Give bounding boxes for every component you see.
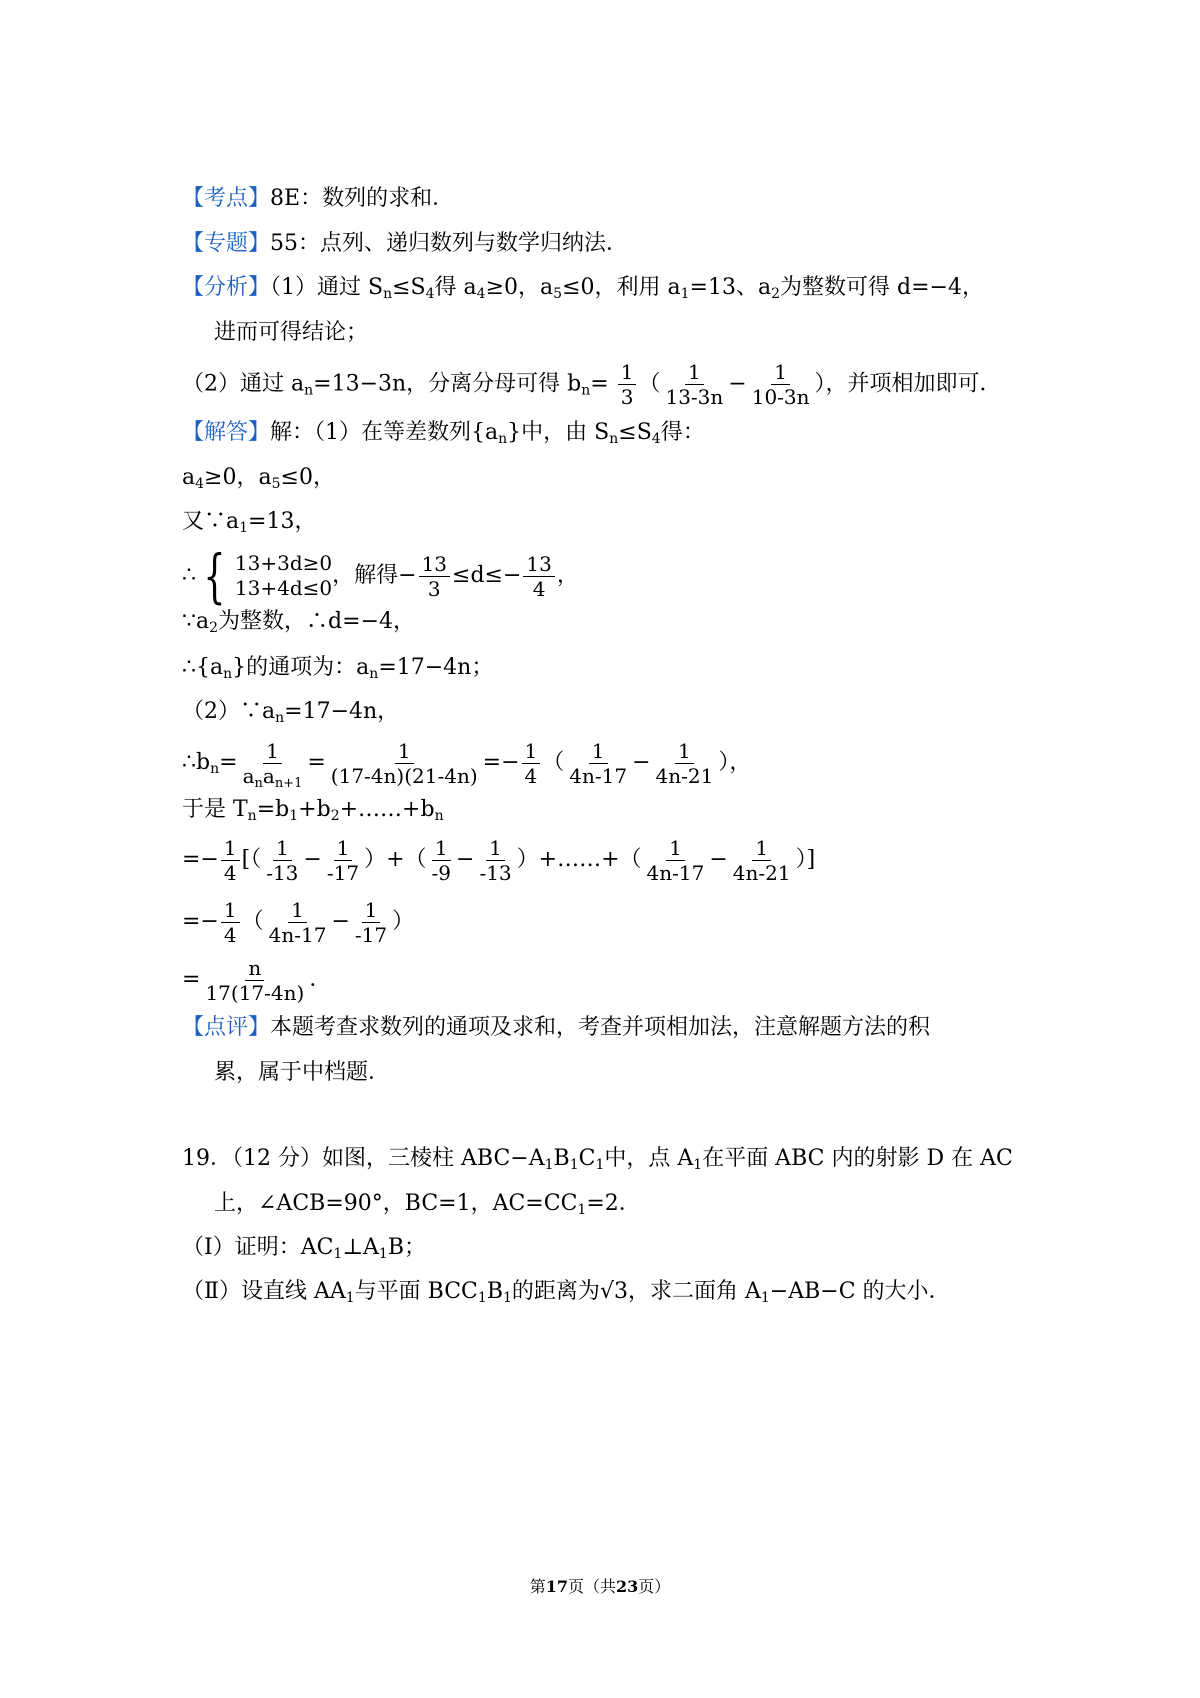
numerator: 1 [771,362,790,385]
text: B [486,1279,503,1304]
fraction [618,362,637,407]
text: 得 a [434,275,477,300]
text: 为整数，∴d=−4， [218,609,415,634]
text: a [242,763,255,788]
text: 的距离为 [511,1279,600,1304]
sub: n [498,431,508,447]
fraction [522,738,541,788]
numerator: 1 [273,838,292,861]
sqrt-3: √3 [599,1279,628,1304]
text: ≤0，利用 a [562,275,681,300]
denominator: (17-4n)(21-4n) [330,763,478,788]
kaodian-line [182,184,454,214]
sub: n [383,286,393,302]
kaodian-text: 8E：数列的求和． [270,186,455,211]
fraction [324,835,362,885]
numerator: 1 [288,900,307,923]
text: ． [309,967,332,992]
fraction [749,362,813,407]
text: =13、a [689,275,772,300]
text: 页（共 [567,1577,616,1596]
q19-line-1 [182,1144,1013,1174]
text: （ [241,909,264,934]
numerator: 1 [522,741,541,764]
jieda-line-7 [182,697,399,727]
denominator: -13 [266,860,299,885]
sub: 1 [760,1290,770,1306]
text: a [262,763,275,788]
text: ）+……+（ [516,847,642,872]
sub: n [275,710,285,726]
text: 在平面 ABC 内的射影 D 在 AC [702,1146,1013,1171]
denominator: 3 [427,576,441,601]
numerator: 1 [618,362,637,385]
numerator: 1 [263,741,282,764]
fraction [644,835,708,885]
sub: 1 [333,1246,343,1262]
numerator: 1 [221,838,240,861]
text: = [307,750,326,775]
sub: 5 [553,286,563,302]
denominator: 4 [532,576,546,601]
denominator [240,763,306,791]
text: =13， [248,509,317,534]
numerator: 1 [675,741,694,764]
current-page-number: 17 [545,1577,568,1596]
text: ∴b [182,750,211,775]
numerator: 1 [395,741,414,764]
text: 第 [529,1577,546,1596]
text: 又∵a [182,509,240,534]
fenxi-line-2 [214,318,368,348]
text: 为整数可得 d=−4， [780,275,984,300]
fraction [328,738,481,788]
fraction [523,551,554,601]
sub: 1 [544,1157,554,1173]
numerator: 1 [362,900,381,923]
jieda-line-5 [182,607,415,637]
text: 本题考查求数列的通项及求和，考查并项相加法，注意解题方法的积 [270,1015,931,1040]
denominator: 4 [223,860,237,885]
text: B； [387,1235,427,1260]
text: a [182,465,196,490]
text: =− [182,909,219,934]
numerator: 13 [419,554,450,577]
text: 累，属于中档题． [214,1060,391,1085]
text: （2）∵a [182,699,276,724]
dianping-line-1 [182,1013,930,1043]
jieda-line-8 [182,738,752,791]
denominator: -17 [326,860,360,885]
text: =b [256,797,290,822]
denominator: -17 [354,922,388,947]
minus: − [728,371,747,397]
numerator: 1 [221,900,240,923]
numerator: 1 [589,741,608,764]
sub: n [223,666,233,682]
text: 中，点 A [604,1146,694,1171]
jieda-line-4 [182,542,579,610]
jieda-line-3 [182,507,316,537]
fraction [263,835,301,885]
text: ≥0，a [485,275,554,300]
text: （Ⅱ）设直线 AA [182,1279,346,1304]
sub: n [254,775,263,791]
jieda-line-11 [182,897,414,947]
fraction [730,835,794,885]
text: = [219,750,238,775]
numerator: 1 [432,838,451,861]
fraction [240,738,306,791]
sub: n [247,808,257,824]
sub: 2 [771,286,781,302]
numerator: 1 [666,838,685,861]
fraction [476,835,514,885]
fenxi-tag: 【分析】 [182,275,271,300]
sub: n [210,761,220,777]
fraction [419,551,450,601]
denominator: 4n-21 [655,763,714,788]
jieda-line-12 [182,955,331,1005]
sub: 1 [239,520,249,536]
text: = [590,371,609,397]
text: B [553,1146,570,1171]
sub: n [434,808,444,824]
text: =13−3n，分离分母可得 b [313,371,582,397]
text: }的通项为：a [232,655,370,680]
minus: − [456,847,475,872]
sub: 5 [271,476,281,492]
text: }中，由 S [507,420,610,445]
sub: n+1 [274,775,303,791]
jieda-line-9 [182,795,444,825]
text: ） [392,909,415,934]
total-page-number: 23 [616,1577,639,1596]
fenxi-line-1 [182,273,984,303]
numerator: 13 [523,554,554,577]
zhuanti-text: 55：点列、递归数列与数学归纳法． [270,231,629,256]
denominator: 3 [620,385,634,409]
numerator: 1 [685,362,704,385]
text: =− [482,750,520,775]
fraction [566,738,630,788]
denominator: 4n-17 [569,763,628,788]
text: −AB−C 的大小． [769,1279,951,1304]
text: ∵a [182,609,210,634]
text: （Ⅰ）证明：AC [182,1235,334,1260]
sub: 1 [378,1246,388,1262]
text: 进而可得结论； [214,320,369,345]
numerator: 1 [752,838,771,861]
equation-system [196,542,333,610]
text: =17−4n； [378,655,494,680]
minus: − [709,847,728,872]
text: =2． [586,1191,641,1216]
denominator: -13 [479,860,512,885]
sub: 1 [345,1290,355,1306]
therefore: ∴ [182,563,196,588]
denominator: 4n-17 [268,922,327,947]
text: （ [542,750,565,775]
text: ，解得− [332,563,417,588]
jieda-tag: 【解答】 [182,420,271,445]
text: ≤S [392,275,426,300]
sub: 1 [680,286,690,302]
denominator: 13-3n [665,385,724,409]
sub: 4 [195,476,205,492]
zhuanti-tag: 【专题】 [182,231,271,256]
sub: 1 [477,1290,487,1306]
jieda-line-2 [182,463,335,493]
q19-line-2 [214,1189,641,1219]
text: ≤S [618,420,652,445]
system-row: 13+4d≤0 [234,576,333,600]
jieda-line-10 [182,835,815,885]
text: （2）通过 a [182,371,305,397]
kaodian-tag: 【考点】 [182,186,271,211]
minus: − [303,847,322,872]
sub: 1 [503,1290,512,1306]
sub: n [369,666,379,682]
text: ）+（ [364,847,427,872]
jieda-line-6 [182,653,493,683]
sub: 1 [595,1157,605,1173]
text: ），并项相加即可． [814,371,1002,397]
system-row: 13+3d≥0 [234,551,333,575]
fraction [221,897,240,947]
text: ⊥A [342,1235,379,1260]
text: 于是 T [182,797,248,822]
denominator: 4n-21 [732,860,791,885]
text: = [182,967,201,992]
text: =− [182,847,219,872]
text: 上，∠ACB=90°，BC=1，AC=CC [214,1191,578,1216]
fraction [352,897,390,947]
text: 与平面 BCC [354,1279,478,1304]
page-footer [0,1574,1200,1597]
fraction [653,738,717,788]
q19-line-4 [182,1277,951,1307]
text: ）] [795,847,816,872]
jieda-line-1 [182,418,705,448]
sub: n [609,431,619,447]
denominator: 4n-17 [646,860,705,885]
zhuanti-line [182,229,628,259]
dianping-tag: 【点评】 [182,1015,271,1040]
text: 得： [660,420,705,445]
minus: − [331,909,350,934]
sub: 4 [425,286,435,302]
sub: 4 [651,431,661,447]
numerator: 1 [486,838,505,861]
dianping-line-2 [214,1058,390,1088]
minus: − [632,750,651,775]
denominator: 10-3n [751,385,810,409]
denominator: 4 [524,763,538,788]
numerator: n [245,958,264,981]
sub: 1 [289,808,299,824]
fraction [266,897,330,947]
text: =17−4n， [284,699,400,724]
text: ≤0， [280,465,335,490]
text: +……+b [339,797,435,822]
sub: 1 [693,1157,703,1173]
text: （1）通过 S [270,275,384,300]
q19-line-3 [182,1233,426,1263]
denominator: -9 [431,860,451,885]
sub: 1 [577,1202,587,1218]
fraction [221,835,240,885]
sub: n [304,382,314,399]
fraction [202,955,307,1005]
text: [（ [241,847,262,872]
text: ≤d≤− [452,563,522,588]
text: ≥0，a [204,465,272,490]
fraction [662,362,726,407]
text: ）， [718,750,752,775]
fenxi-line-3: （2）通过 $a_n=13-3n$，分离分母可得 $b_n=$ $\frac{1}{3}$ （ $\frac{1}{13-3n}$ − $\frac{1}{10-3n}$ ），并项相加即可． [182,360,1002,409]
text: ， [556,563,579,588]
left-brace: { [203,542,226,610]
text: +b [298,797,331,822]
denominator: 17(17-4n) [205,980,305,1005]
numerator: 1 [334,838,353,861]
text: C [578,1146,596,1171]
fraction [429,835,454,885]
sub: 2 [209,620,219,636]
text: ∴{a [182,655,224,680]
text: 解：（1）在等差数列{a [270,420,499,445]
sub: 1 [569,1157,579,1173]
denominator: 4 [223,922,237,947]
sub: n [581,382,591,399]
text: ，求二面角 A [627,1279,761,1304]
sub: 4 [476,286,486,302]
text: 页） [638,1577,671,1596]
text: 19．（12 分）如图，三棱柱 ABC−A [182,1146,545,1171]
sub: 2 [330,808,340,824]
